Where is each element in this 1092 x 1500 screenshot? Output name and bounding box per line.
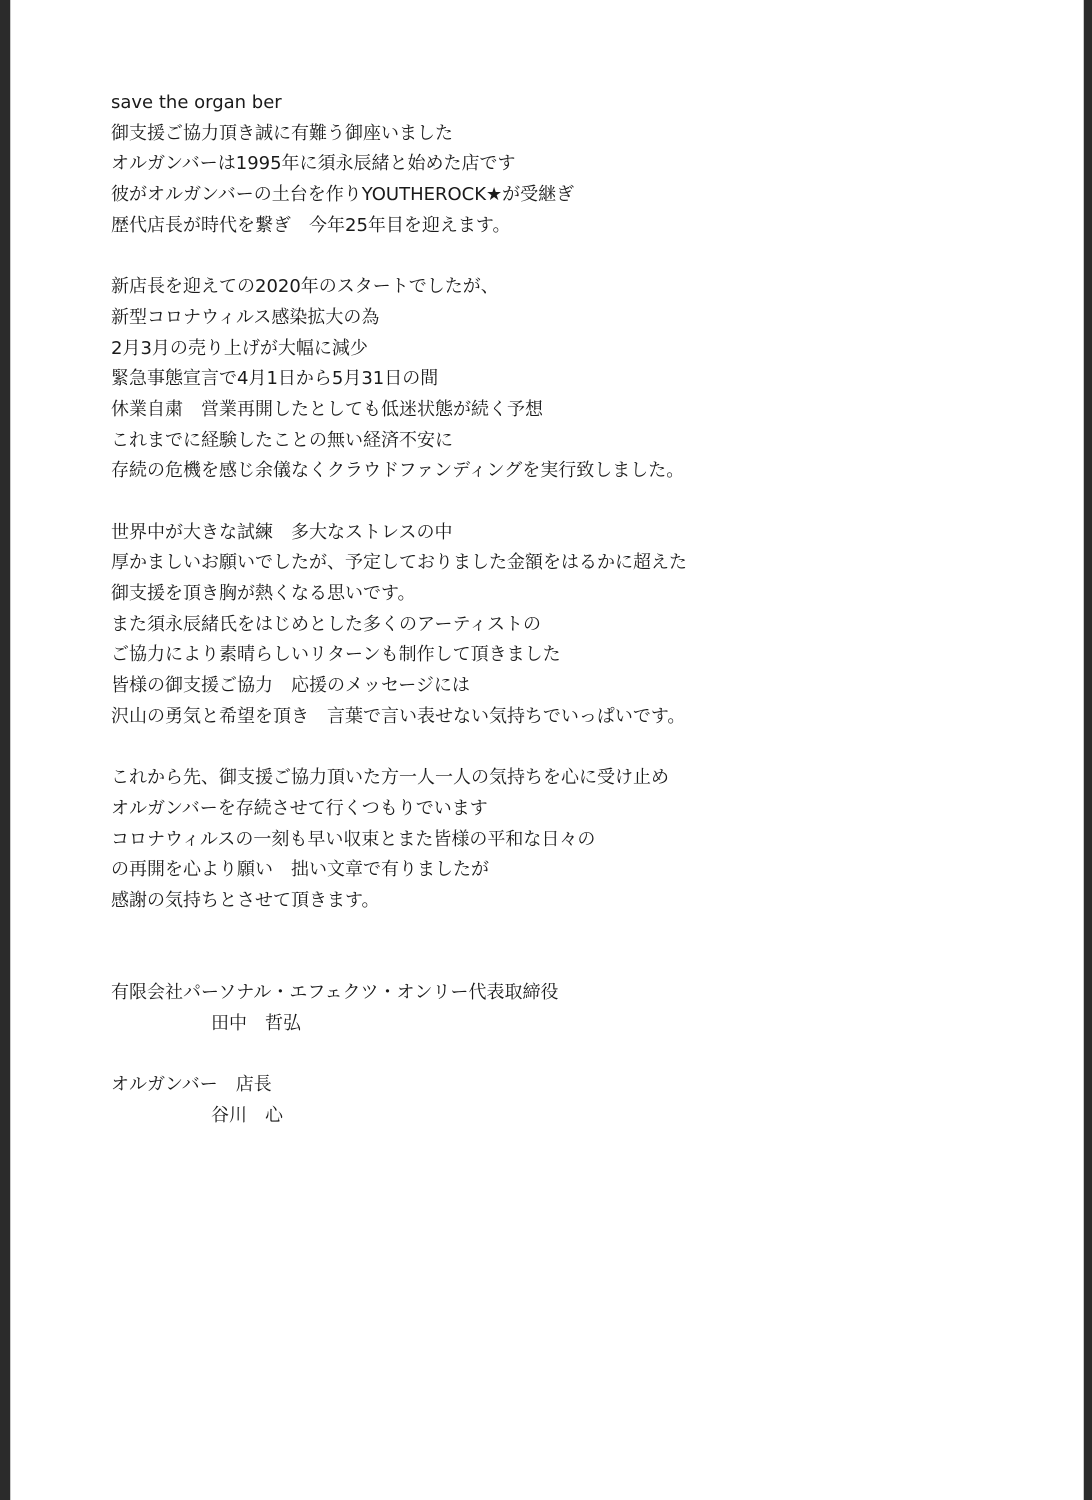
paragraph-line: これから先、御支援ご協力頂いた方一人一人の気持ちを心に受け止め [111, 767, 669, 789]
paragraph-line: 皆様の御支援ご協力 応援のメッセージには [111, 675, 470, 697]
paragraph-line: オルガンバーは1995年に須永辰緒と始めた店です [111, 153, 516, 175]
paragraph-line: 歴代店長が時代を繋ぎ 今年25年目を迎えます。 [111, 214, 511, 236]
paragraph-line: コロナウィルスの一刻も早い収束とまた皆様の平和な日々の [111, 828, 596, 850]
paragraph-line: 休業自粛 営業再開したとしても低迷状態が続く予想 [111, 398, 543, 420]
paragraph-line: 新型コロナウィルス感染拡大の為 [111, 306, 380, 328]
letter-title: save the organ ber [111, 92, 282, 113]
paragraph-line: の再開を心より願い 拙い文章で有りましたが [111, 859, 489, 881]
paragraph-line: オルガンバーを存続させて行くつもりでいます [111, 797, 488, 819]
signature-name: 田中 哲弘 [211, 1012, 301, 1034]
paragraph-line: 新店長を迎えての2020年のスタートでしたが、 [111, 276, 499, 298]
paragraph-line: 緊急事態宣言で4月1日から5月31日の間 [111, 368, 439, 390]
document-page [10, 0, 1084, 1500]
paragraph-spacer [111, 732, 1011, 763]
paragraph-spacer [111, 241, 1011, 272]
paragraph-line: ご協力により素晴らしいリターンも制作して頂きました [111, 644, 561, 666]
paragraph-spacer [111, 1039, 1011, 1070]
paragraph-line: 御支援ご協力頂き誠に有難う御座いました [111, 122, 453, 144]
paragraph-spacer [111, 487, 1011, 518]
paragraph-line: 世界中が大きな試練 多大なストレスの中 [111, 521, 453, 543]
paragraph-line: 御支援を頂き胸が熱くなる思いです。 [111, 583, 416, 604]
paragraph-line: 2月3月の売り上げが大幅に減少 [111, 337, 368, 359]
signature-name: 谷川 心 [211, 1104, 283, 1126]
paragraph-line: 厚かましいお願いでしたが、予定しておりました金額をはるかに超えた [111, 552, 687, 574]
letter-body [111, 88, 1011, 1131]
signature-title: オルガンバー 店長 [111, 1074, 272, 1096]
paragraph-line: 感謝の気持ちとさせて頂きます。 [111, 889, 380, 911]
paragraph-line: 沢山の勇気と希望を頂き 言葉で言い表せない気持ちでいっぱいです。 [111, 705, 686, 727]
paragraph-spacer [111, 917, 1011, 978]
signature-title: 有限会社パーソナル・エフェクツ・オンリー代表取締役 [111, 981, 559, 1003]
paragraph-line: これまでに経験したことの無い経済不安に [111, 429, 453, 451]
paragraph-line: 存続の危機を感じ余儀なくクラウドファンディングを実行致しました。 [111, 460, 685, 482]
paragraph-line: また須永辰緒氏をはじめとした多くのアーティストの [111, 613, 542, 635]
paragraph-line: 彼がオルガンバーの土台を作りYOUTHEROCK★が受継ぎ [111, 184, 575, 206]
